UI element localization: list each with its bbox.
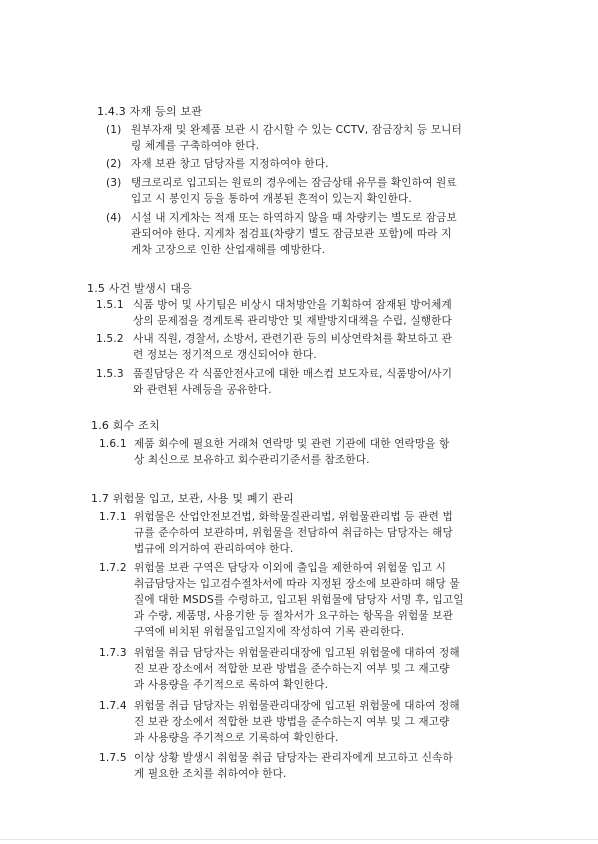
item-text-line: 위험물 취급 담당자는 위험물관리대장에 입고된 위험물에 대하여 정해: [134, 700, 460, 712]
item-text-line: 위험물은 산업안전보건법, 화학물질관리법, 위험물관리법 등 관련 법: [134, 511, 453, 523]
item-text-line: 진 보관 장소에서 적합한 보관 방법을 준수하는지 여부 및 그 재고량: [134, 716, 450, 728]
item-number: (1): [106, 124, 122, 136]
item-text-line: 련 정보는 정기적으로 갱신되어야 한다.: [133, 349, 317, 361]
section-heading-1-7: 1.7 위험물 입고, 보관, 사용 및 폐기 관리: [91, 492, 294, 505]
item-text-line: 자재 보관 창고 담당자를 지정하여야 한다.: [131, 158, 329, 170]
section-heading-1-4-3: 1.4.3 자재 등의 보관: [97, 105, 203, 118]
item-number: 1.7.4: [99, 700, 127, 712]
item-number: 1.5.2: [96, 333, 124, 345]
item-text-line: 취급담당자는 입고검수절차서에 따라 지정된 장소에 보관하며 해당 물: [134, 578, 460, 590]
item-text-line: 위험물 취급 담당자는 위험물관리대장에 입고된 위험물에 대하여 정해: [134, 647, 460, 659]
item-number: 1.6.1: [99, 438, 127, 450]
item-text-line: 구역에 비치된 위험물입고일지에 작성하여 기록 관리한다.: [134, 626, 405, 638]
item-text-line: 과 사용량을 주기적으로 기록하여 확인한다.: [134, 732, 339, 744]
section-heading-1-6: 1.6 회수 조치: [91, 419, 160, 432]
item-text-line: 진 보관 장소에서 적합한 보관 방법을 준수하는지 여부 및 그 재고량: [134, 663, 450, 675]
item-number: 1.5.3: [96, 368, 124, 380]
item-number: 1.5.1: [96, 299, 124, 311]
item-text-line: 품질담당은 각 식품안전사고에 대한 매스컴 보도자료, 식품방어/사기: [133, 368, 453, 380]
item-text-line: 이상 상황 발생시 취험물 취급 담당자는 관리자에게 보고하고 신속하: [134, 752, 453, 764]
item-text-line: 상의 문제점을 경계토록 관리방안 및 재발방지대책을 수립, 실행한다: [133, 315, 452, 327]
item-text-line: 관되어야 한다. 지게차 점검표(차량기 별도 잠금보관 포함)에 따라 지: [131, 228, 452, 240]
item-number: 1.7.3: [99, 647, 127, 659]
item-text-line: 게차 고장으로 인한 산업재해를 예방한다.: [131, 244, 326, 256]
item-text-line: 질에 대한 MSDS를 수령하고, 입고된 위험물에 담당자 서명 후, 입고일: [134, 594, 464, 606]
item-text-line: 링 체계를 구축하여야 한다.: [131, 140, 260, 152]
item-text-line: 위험물 보관 구역은 담당자 이외에 출입을 제한하여 위험물 입고 시: [134, 562, 447, 574]
item-number: (3): [106, 177, 122, 189]
item-number: 1.7.5: [99, 752, 127, 764]
item-text-line: 규를 준수하여 보관하며, 위험물을 전담하여 취급하는 담당자는 해당: [134, 527, 453, 539]
item-number: (4): [106, 212, 122, 224]
item-text-line: 시설 내 지게차는 적재 또는 하역하지 않을 때 차량키는 별도로 잠금보: [131, 212, 457, 224]
item-text-line: 와 관련된 사례등을 공유한다.: [133, 384, 272, 396]
page-bottom-divider: [0, 839, 598, 840]
item-text-line: 게 필요한 조치를 취하여야 한다.: [134, 768, 287, 780]
item-text-line: 과 사용량을 주기적으로 록하여 확인한다.: [134, 679, 329, 691]
item-text-line: 상 최신으로 보유하고 회수관리기준서를 참조한다.: [134, 454, 370, 466]
item-number: 1.7.1: [99, 511, 127, 523]
item-text-line: 식품 방어 및 사기팀은 비상시 대처방안을 기획하여 잠재된 방어체계: [133, 299, 452, 311]
item-number: 1.7.2: [99, 562, 127, 574]
item-number: (2): [106, 158, 122, 170]
section-heading-1-5: 1.5 사건 발생시 대응: [87, 282, 192, 295]
item-text-line: 원부자재 및 완제품 보관 시 감시할 수 있는 CCTV, 잠금장치 등 모니터: [131, 124, 462, 136]
item-text-line: 입고 시 봉인지 등을 통하여 개봉된 흔적이 있는지 확인한다.: [131, 193, 412, 205]
item-text-line: 탱크로리로 입고되는 원료의 경우에는 잠금상태 유무를 확인하여 원료: [131, 177, 457, 189]
item-text-line: 사내 직원, 경찰서, 소방서, 관련기관 등의 비상연락처를 확보하고 관: [133, 333, 453, 345]
item-text-line: 법규에 의거하여 관리하여야 한다.: [134, 543, 294, 555]
item-text-line: 제품 회수에 필요한 거래처 연락망 및 관련 기관에 대한 연락망을 항: [134, 438, 450, 450]
item-text-line: 과 수량, 제품명, 사용기한 등 절차서가 요구하는 항목을 위험물 보관: [134, 610, 454, 622]
